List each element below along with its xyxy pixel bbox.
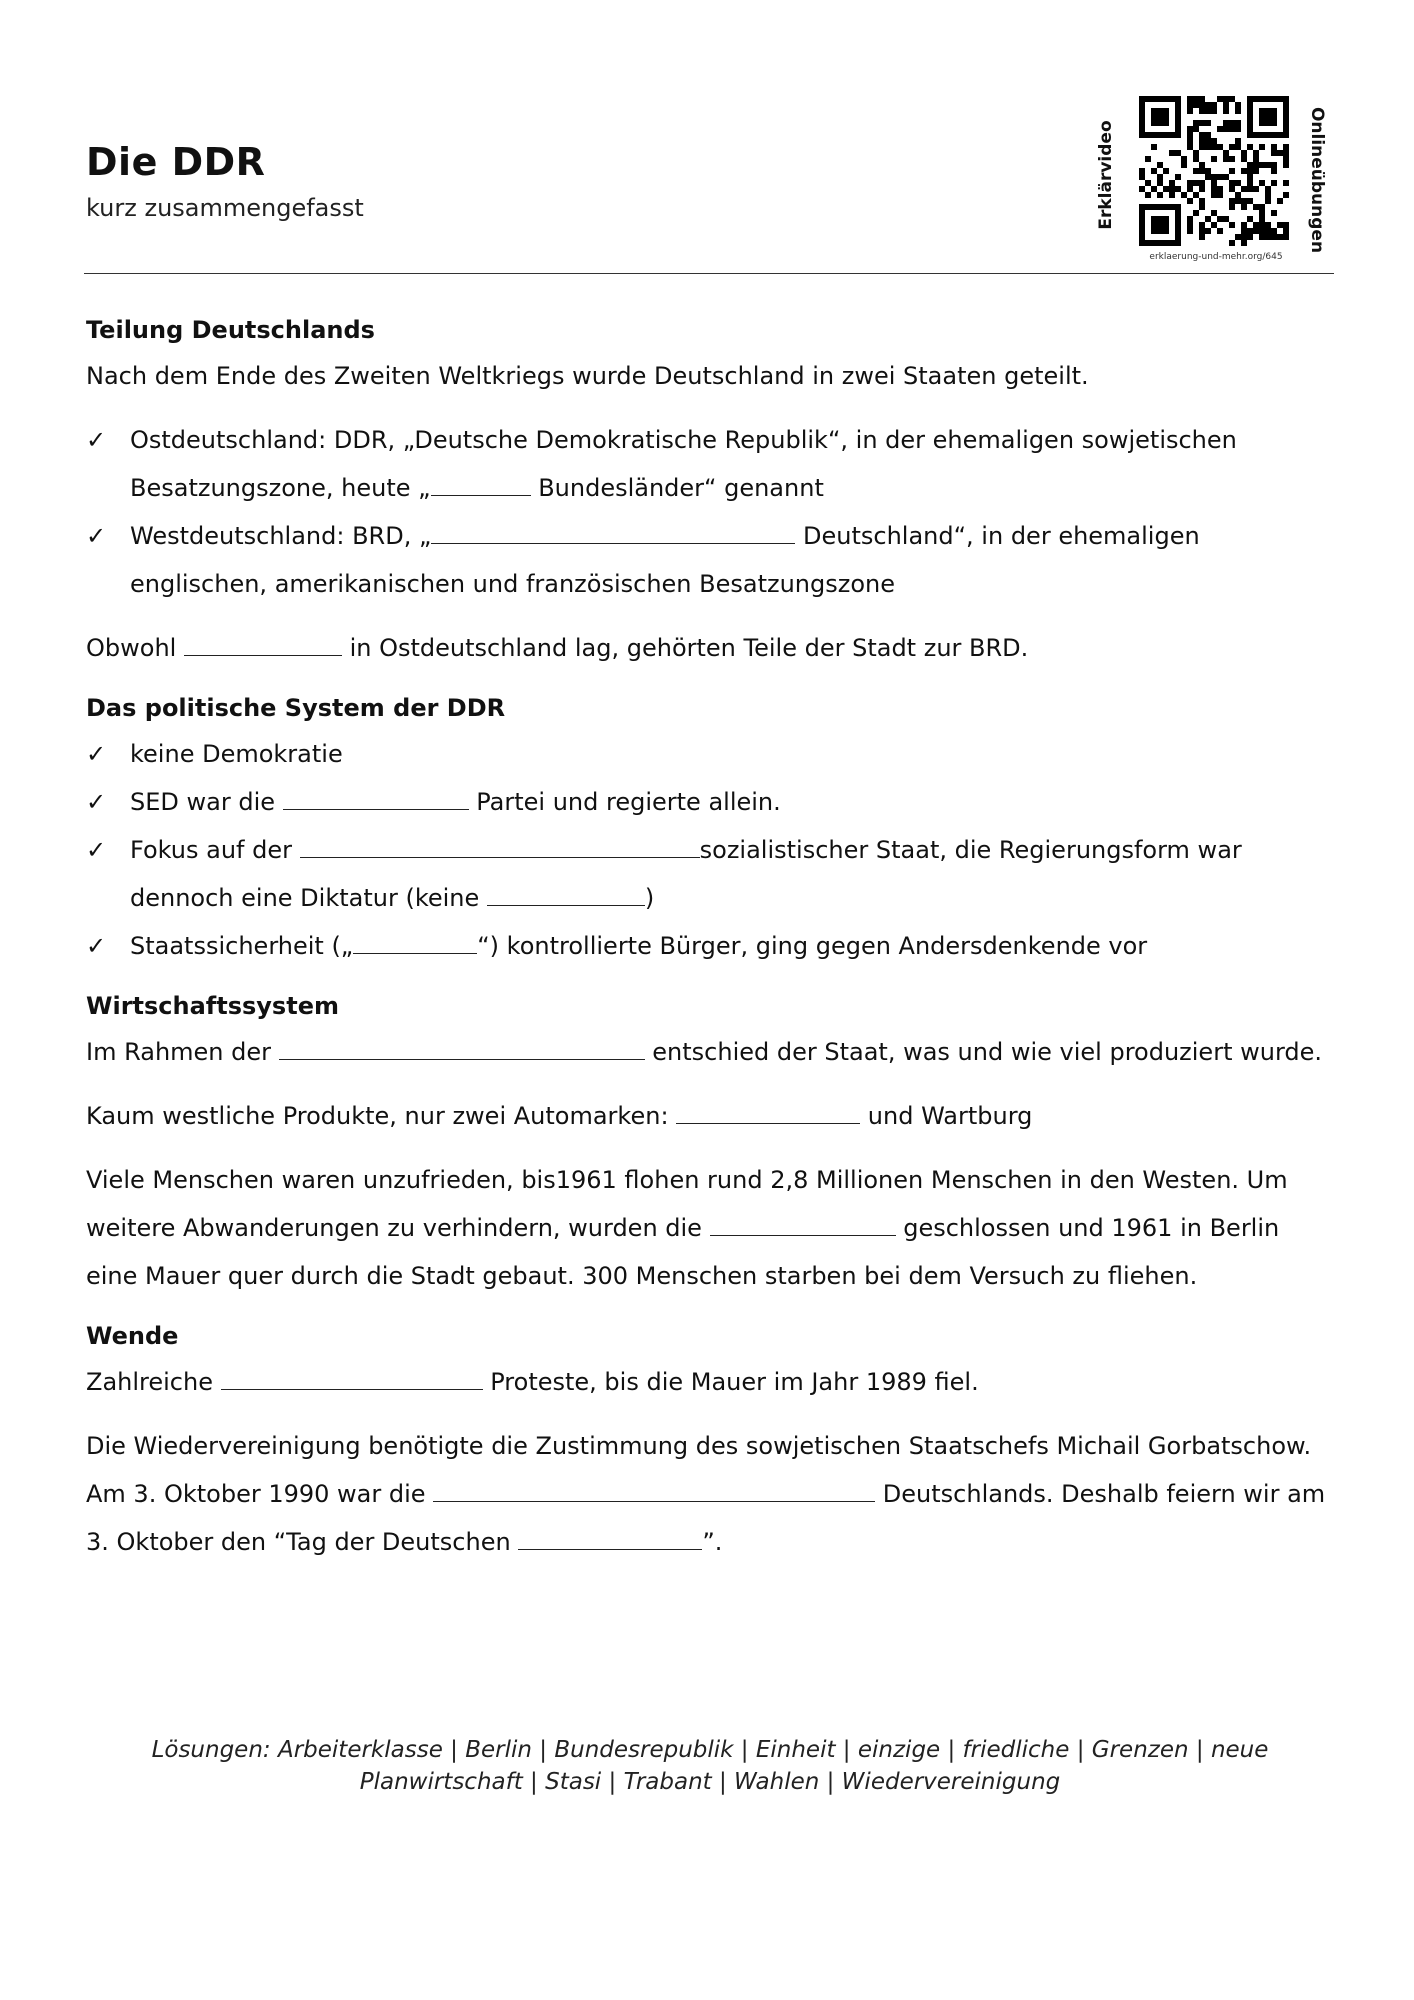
header-divider <box>84 273 1334 274</box>
section-heading-wende: Wende <box>86 1322 179 1350</box>
section-heading-teilung: Teilung Deutschlands <box>86 316 375 344</box>
teilung-berlin: Obwohl in Ostdeutschland lag, gehörten Teile der Stadt zur BRD. <box>86 624 1336 672</box>
solutions-line-1: Lösungen: Arbeiterklasse | Berlin | Bundesrepublik | Einheit | einzige | friedliche | Grenzen | neue <box>151 1737 1269 1763</box>
wende-paragraph: Die Wiedervereinigung benötigte die Zustimmung des sowjetischen Staatschefs Michail Gorbatschow. Am 3. Oktober 1990 war die Deutschlands. Deshalb feiern wir am 3. Oktober den “Tag der Deutschen ”. <box>86 1432 1326 1556</box>
blank-field[interactable] <box>300 827 700 858</box>
online-exercises-label: Onlineübungen <box>1307 106 1327 254</box>
list-item: ✓ Ostdeutschland: DDR, „Deutsche Demokratische Republik“, in der ehemaligen sowjetischen Besatzungszone, heute „ Bundesländer“ genannt <box>86 416 1336 512</box>
blank-field[interactable] <box>676 1093 860 1124</box>
blank-field[interactable] <box>487 875 645 906</box>
explainer-video-label: Erklärvideo <box>1096 120 1116 230</box>
check-icon: ✓ <box>86 522 107 550</box>
section-heading-politik: Das politische System der DDR <box>86 694 506 722</box>
qr-caption: erklaerung-und-mehr.org/645 <box>1149 252 1283 262</box>
blank-field[interactable] <box>431 465 531 496</box>
page-subtitle: kurz zusammengefasst <box>86 194 364 222</box>
qr-code-icon[interactable] <box>1138 96 1290 246</box>
solutions-box <box>120 1734 1300 1798</box>
section-heading-wirtschaft: Wirtschaftssystem <box>86 992 339 1020</box>
solutions-line-2: Planwirtschaft | Stasi | Trabant | Wahlen | Wiedervereinigung <box>359 1769 1061 1795</box>
blank-field[interactable] <box>433 1471 875 1502</box>
list-item: ✓ SED war die Partei und regierte allein. <box>86 778 1336 826</box>
blank-field[interactable] <box>518 1519 702 1550</box>
teilung-intro: Nach dem Ende des Zweiten Weltkriegs wurde Deutschland in zwei Staaten geteilt. <box>86 362 1089 390</box>
blank-field[interactable] <box>279 1029 645 1060</box>
worksheet-content <box>86 310 1336 1582</box>
blank-field[interactable] <box>710 1205 896 1236</box>
blank-field[interactable] <box>283 779 469 810</box>
check-icon: ✓ <box>86 836 107 864</box>
teilung-list <box>86 416 1336 608</box>
wende-paragraph: Zahlreiche Proteste, bis die Mauer im Jahr 1989 fiel. <box>86 1358 1336 1406</box>
check-icon: ✓ <box>86 932 107 960</box>
check-icon: ✓ <box>86 426 107 454</box>
blank-field[interactable] <box>431 513 795 544</box>
check-icon: ✓ <box>86 740 107 768</box>
list-item: ✓ Fokus auf der sozialistischer Staat, die Regierungsform war dennoch eine Diktatur (keine ) <box>86 826 1336 922</box>
wirtschaft-paragraph: Im Rahmen der entschied der Staat, was und wie viel produziert wurde. <box>86 1028 1336 1076</box>
wirtschaft-paragraph: Viele Menschen waren unzufrieden, bis1961 flohen rund 2,8 Millionen Menschen in den Westen. Um weitere Abwanderungen zu verhindern, wurden die geschlossen und 1961 in Berlin eine Mauer quer durch die Stadt gebaut. 300 Menschen starben bei dem Versuch zu fliehen. <box>86 1166 1288 1290</box>
page-title: Die DDR <box>86 140 266 184</box>
check-icon: ✓ <box>86 788 107 816</box>
list-item: ✓ keine Demokratie <box>86 730 1336 778</box>
blank-field[interactable] <box>221 1359 483 1390</box>
wirtschaft-paragraph: Kaum westliche Produkte, nur zwei Automarken: und Wartburg <box>86 1092 1336 1140</box>
blank-field[interactable] <box>353 923 477 954</box>
list-item: ✓ Staatssicherheit („ “) kontrollierte Bürger, ging gegen Andersdenkende vor <box>86 922 1336 970</box>
blank-field[interactable] <box>184 625 342 656</box>
list-item: ✓ Westdeutschland: BRD, „ Deutschland“, in der ehemaligen englischen, amerikanischen und französischen Besatzungszone <box>86 512 1336 608</box>
politik-list <box>86 730 1336 970</box>
